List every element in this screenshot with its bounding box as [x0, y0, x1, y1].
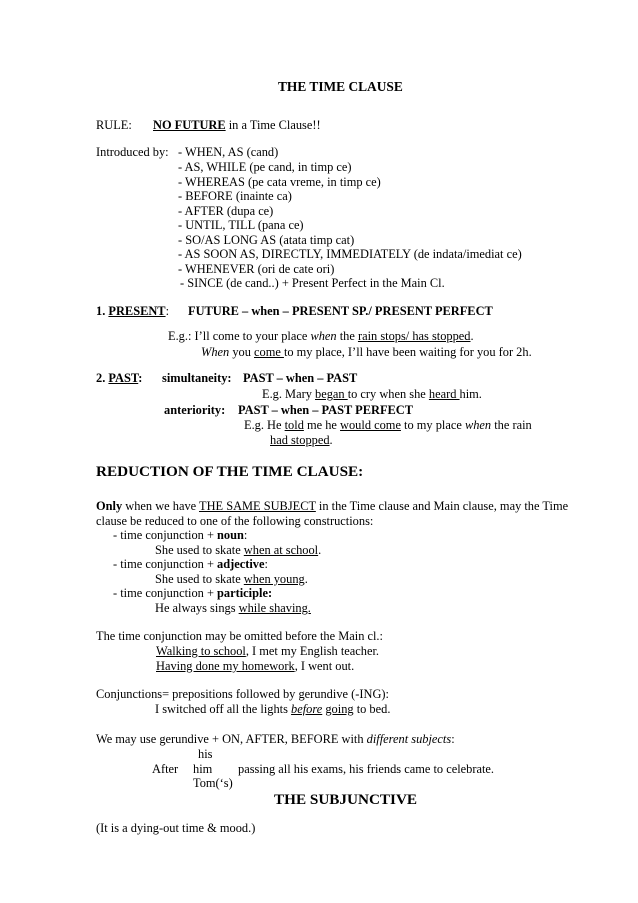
text: , I went out. — [294, 659, 355, 673]
text: . — [318, 543, 322, 557]
introduced-item: - AFTER (dupa ce) — [178, 204, 274, 218]
text-underlined: Having done my homework — [156, 659, 295, 673]
text-when: when — [464, 418, 492, 432]
present-colon: : — [165, 304, 170, 318]
text-bold: Only — [96, 499, 123, 513]
gerundive-his: his — [198, 747, 213, 761]
construction-participle — [113, 587, 272, 599]
construction-participle-example — [155, 602, 311, 614]
text-italic: different subjects — [366, 732, 452, 746]
gerundive-rule — [96, 733, 455, 745]
text-underlined: had stopped — [270, 433, 330, 447]
omit-rule: The time conjunction may be omitted before the Main cl.: — [96, 629, 383, 643]
text: : — [451, 732, 455, 746]
text: to my place, I’ll have been waiting for you for 2h. — [283, 345, 532, 359]
present-formula: FUTURE – when – PRESENT SP./ PRESENT PERFECT — [188, 304, 493, 318]
rule-line — [96, 119, 132, 131]
text: him. — [459, 387, 482, 401]
gerundive-him: him — [193, 762, 213, 776]
text-underlined: come — [254, 345, 284, 359]
subjunctive-heading: THE SUBJUNCTIVE — [274, 791, 418, 808]
subjunctive-note: (It is a dying-out time & mood.) — [96, 821, 256, 835]
past-num: 2. — [96, 371, 106, 385]
text-underlined: would come — [340, 418, 401, 432]
text: . — [304, 572, 308, 586]
past-colon: : — [138, 371, 143, 385]
text: when we have — [122, 499, 200, 513]
introduced-item: - AS, WHILE (pe cand, in timp ce) — [178, 160, 352, 174]
text: - time conjunction + — [113, 557, 218, 571]
introduced-item: - SO/AS LONG AS (atata timp cat) — [178, 233, 355, 247]
text-bold: adjective — [217, 557, 265, 571]
omit-example-2 — [156, 660, 354, 672]
introduced-item: - WHENEVER (ori de cate ori) — [178, 262, 335, 276]
present-label: PRESENT — [108, 304, 166, 318]
text-underlined: when at school — [243, 543, 319, 557]
text: She used to skate — [155, 572, 244, 586]
reduction-paragraph-2: clause be reduced to one of the following constructions: — [96, 514, 374, 528]
text-when: when — [310, 329, 337, 343]
text: She used to skate — [155, 543, 244, 557]
introduced-label: Introduced by: — [96, 145, 169, 159]
anteriority-example — [244, 419, 532, 431]
text: . — [470, 329, 474, 343]
simultaneity-example — [262, 388, 482, 400]
text: you — [229, 345, 254, 359]
text-underlined: going — [325, 702, 354, 716]
text-underlined: told — [284, 418, 304, 432]
text-bold: noun — [217, 528, 244, 542]
construction-noun — [113, 529, 247, 541]
anteriority-formula: PAST – when – PAST PERFECT — [238, 403, 413, 417]
anteriority-label: anteriority: — [164, 403, 226, 417]
construction-adjective-example — [155, 573, 308, 585]
text-bold: participle: — [217, 586, 273, 600]
text: E.g.: I’ll come to your place — [168, 329, 311, 343]
present-example-2 — [201, 346, 532, 358]
gerundive-after: After — [152, 762, 179, 776]
simultaneity-formula: PAST – when – PAST — [243, 371, 358, 385]
text: : — [264, 557, 268, 571]
rule-key: NO FUTURE — [153, 118, 226, 132]
text: He always sings — [155, 601, 239, 615]
present-example-1 — [168, 330, 474, 342]
text: - time conjunction + — [113, 586, 218, 600]
text-underlined: began — [315, 387, 348, 401]
reduction-heading: REDUCTION OF THE TIME CLAUSE: — [96, 463, 364, 480]
text-underlined: THE SAME SUBJECT — [199, 499, 316, 513]
text: the rain — [491, 418, 532, 432]
introduced-item: - WHEREAS (pe cata vreme, in timp ce) — [178, 175, 381, 189]
omit-example-1 — [156, 645, 379, 657]
text: me he — [303, 418, 341, 432]
text-underlined: while shaving. — [238, 601, 311, 615]
text: in the Time clause and Main clause, may the Time — [315, 499, 569, 513]
text: to cry when she — [347, 387, 429, 401]
past-label: PAST — [108, 371, 139, 385]
page-title: THE TIME CLAUSE — [278, 79, 403, 94]
reduction-paragraph-1 — [96, 500, 568, 512]
text: E.g. Mary — [262, 387, 315, 401]
text-when: When — [201, 345, 230, 359]
text: I switched off all the lights — [155, 702, 292, 716]
gerundive-toms: Tom(‘s) — [193, 776, 233, 790]
introduced-item: - AS SOON AS, DIRECTLY, IMMEDIATELY (de indata/imediat ce) — [178, 247, 522, 261]
text-underlined: Walking to school — [156, 644, 246, 658]
text: We may use gerundive + ON, AFTER, BEFORE with — [96, 732, 367, 746]
text: to my place — [400, 418, 465, 432]
text-underlined: before — [291, 702, 323, 716]
conjunctions-rule: Conjunctions= prepositions followed by gerundive (-ING): — [96, 687, 389, 701]
text: E.g. He — [244, 418, 285, 432]
introduced-item: - WHEN, AS (cand) — [178, 145, 279, 159]
text: - time conjunction + — [113, 528, 218, 542]
introduced-item: - SINCE (de cand..) + Present Perfect in the Main Cl. — [180, 276, 445, 290]
text: : — [243, 528, 248, 542]
past-heading — [96, 372, 142, 384]
rule-rest: in a Time Clause!! — [225, 118, 321, 132]
construction-noun-example — [155, 544, 321, 556]
rule-label: RULE: — [96, 118, 132, 132]
text: the — [336, 329, 358, 343]
text-underlined: heard — [428, 387, 460, 401]
present-heading — [96, 305, 169, 317]
text: . — [329, 433, 333, 447]
anteriority-example-cont — [270, 434, 333, 446]
conjunctions-example — [155, 703, 390, 715]
text: , I met my English teacher. — [245, 644, 380, 658]
construction-adjective — [113, 558, 268, 570]
text-underlined: when young — [243, 572, 305, 586]
text-underlined: rain stops/ has stopped — [357, 329, 471, 343]
rule-text — [153, 119, 321, 131]
introduced-item: - BEFORE (inainte ca) — [178, 189, 292, 203]
text: to bed. — [353, 702, 391, 716]
introduced-item: - UNTIL, TILL (pana ce) — [178, 218, 304, 232]
gerundive-rest: passing all his exams, his friends came to celebrate. — [238, 762, 494, 776]
present-num: 1. — [96, 304, 106, 318]
simultaneity-label: simultaneity: — [162, 371, 232, 385]
